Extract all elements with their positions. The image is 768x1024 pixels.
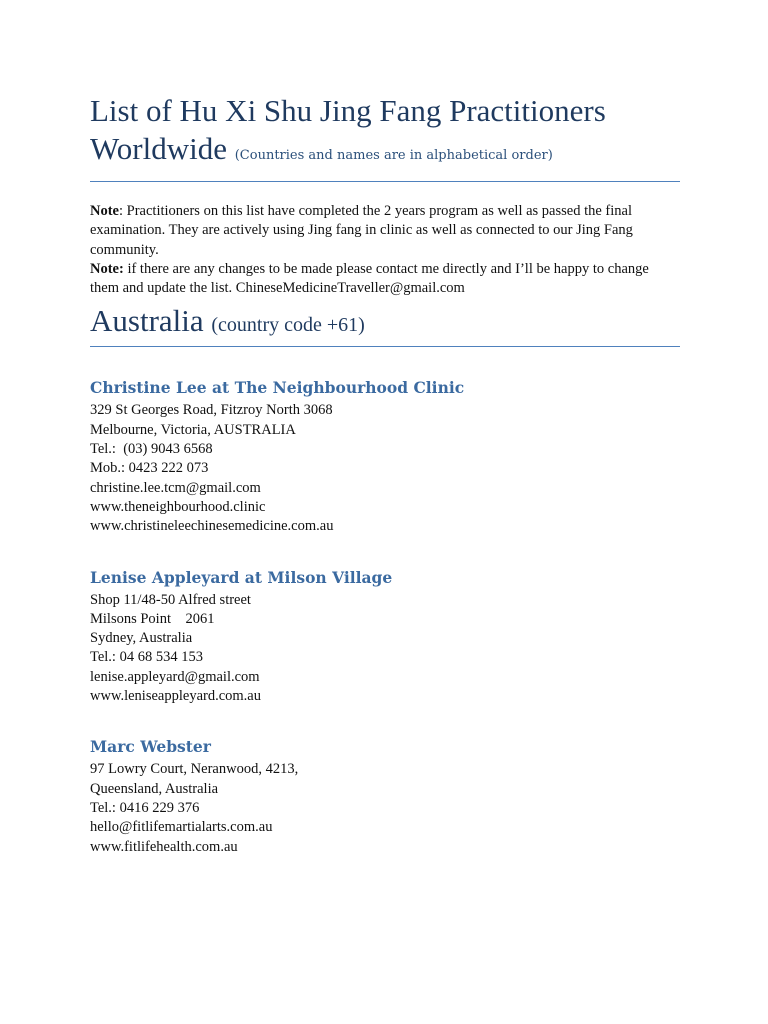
title-line-2: Worldwide — [90, 131, 227, 166]
note-1-text: : Practitioners on this list have completed the 2 years program as well as passed the final examination. They are actively using Jing fang in clinic as well as connected to our Jing Fang community. — [90, 203, 633, 258]
practitioner-name: Christine Lee at The Neighbourhood Clinic — [90, 378, 465, 398]
title-line-1: List of Hu Xi Shu Jing Fang Practitioners — [90, 93, 606, 128]
email-link[interactable]: hello@fitlifemartialarts.com.au — [90, 819, 273, 836]
address-line: Melbourne, Victoria, AUSTRALIA — [90, 421, 296, 438]
note-2-text: if there are any changes to be made please contact me directly and I’ll be happy to change them and update the list. ChineseMedicineTraveller@gmail.com — [90, 260, 649, 297]
address-line: Tel.: (03) 9043 6568 — [90, 441, 213, 458]
practitioner-entry — [90, 567, 680, 707]
website-link[interactable]: www.christineleechinesemedicine.com.au — [90, 518, 334, 535]
address-line: 97 Lowry Court, Neranwood, 4213, — [90, 761, 299, 778]
address-line: Queensland, Australia — [90, 780, 219, 797]
country-name: Australia — [90, 303, 204, 339]
practitioner-name: Marc Webster — [90, 737, 211, 757]
email-link[interactable]: christine.lee.tcm@gmail.com — [90, 479, 261, 496]
address-line: 329 St Georges Road, Fitzroy North 3068 — [90, 402, 333, 419]
country-code: (country code +61) — [211, 314, 365, 337]
note-2 — [90, 260, 680, 299]
country-heading — [90, 302, 680, 344]
page-title — [90, 92, 680, 175]
notes-block — [90, 202, 680, 298]
country-divider — [90, 346, 680, 347]
email-link[interactable]: lenise.appleyard@gmail.com — [90, 668, 260, 685]
note-1-label: Note — [90, 203, 119, 219]
website-link[interactable]: www.theneighbourhood.clinic — [90, 498, 266, 515]
practitioner-name: Lenise Appleyard at Milson Village — [90, 567, 393, 587]
note-2-label: Note: — [90, 260, 124, 277]
address-line: Milsons Point 2061 — [90, 610, 215, 627]
title-divider — [90, 181, 680, 182]
title-note: (Countries and names are in alphabetical order) — [234, 148, 553, 163]
practitioner-list — [90, 377, 680, 856]
website-link[interactable]: www.fitlifehealth.com.au — [90, 838, 238, 855]
address-line: Tel.: 04 68 534 153 — [90, 649, 203, 666]
address-line: Shop 11/48-50 Alfred street — [90, 591, 251, 608]
practitioner-entry — [90, 736, 680, 856]
address-line: Tel.: 0416 229 376 — [90, 799, 200, 816]
address-line: Mob.: 0423 222 073 — [90, 460, 209, 477]
note-1 — [90, 202, 680, 260]
website-link[interactable]: www.leniseappleyard.com.au — [90, 688, 261, 705]
practitioner-entry — [90, 377, 680, 536]
document-page — [90, 92, 680, 857]
address-line: Sydney, Australia — [90, 630, 193, 647]
